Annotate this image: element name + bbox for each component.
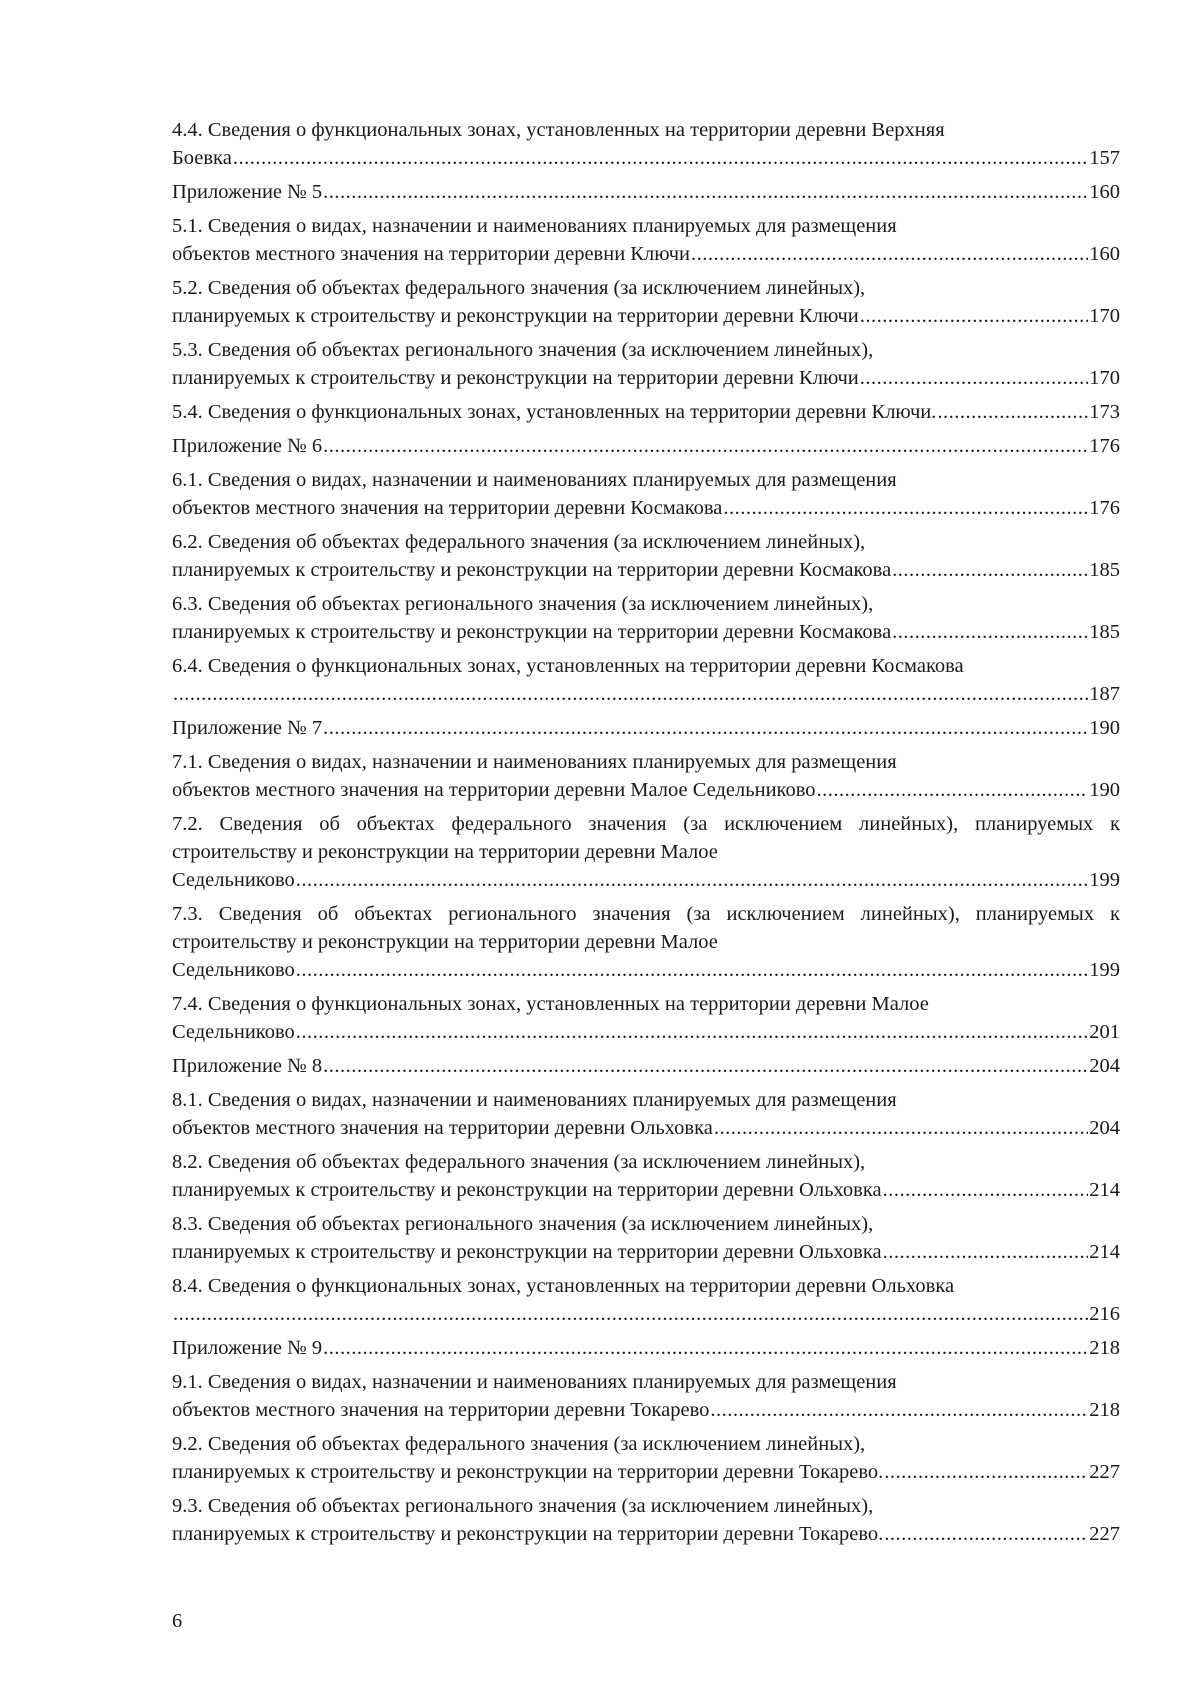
toc-entry-tail [172, 680, 1120, 708]
dot-leader [883, 1176, 1089, 1204]
toc-entry-last-line: планируемых к строительству и реконструкции на территории деревни Ольховка [172, 1241, 882, 1263]
toc-entry[interactable] [172, 1210, 1120, 1266]
toc-entry-text: 9.3. Сведения об объектах регионального значения (за исключением линейных), [172, 1495, 874, 1517]
toc-entry[interactable] [172, 1086, 1120, 1142]
toc-page-number: 176 [1089, 435, 1120, 457]
toc-entry-text: 6.2. Сведения об объектах федерального значения (за исключением линейных), [172, 531, 866, 553]
toc-entry-tail [172, 432, 1120, 460]
toc-page-number: 204 [1089, 1055, 1120, 1077]
toc-entry-text: 8.4. Сведения о функциональных зонах, установленных на территории деревни Ольховка [172, 1275, 955, 1297]
toc-page-number: 157 [1089, 147, 1120, 169]
dot-leader [817, 776, 1089, 804]
toc-entry-last-line: планируемых к строительству и реконструкции на территории деревни Ключи [172, 367, 859, 389]
toc-entry[interactable] [172, 748, 1120, 804]
toc-entry-last-line: планируемых к строительству и реконструкции на территории деревни Космакова [172, 621, 892, 643]
dot-leader [884, 1458, 1088, 1486]
toc-entry[interactable] [172, 398, 1120, 426]
toc-entry-tail [172, 1300, 1120, 1328]
toc-entry-last-line: объектов местного значения на территории деревни Малое Седельниково [172, 779, 816, 801]
dot-leader [323, 1334, 1088, 1362]
toc-entry-last-line: объектов местного значения на территории деревни Ключи [172, 243, 691, 265]
toc-entry[interactable] [172, 432, 1120, 460]
dot-leader [323, 1052, 1088, 1080]
toc-entry[interactable] [172, 652, 1120, 708]
dot-leader [233, 144, 1088, 172]
toc-entry-text: 7.2. Сведения об объектах федерального значения (за исключением линейных), планируемых к строительству и реконструкции на территории деревни Малое [172, 813, 1120, 863]
toc-entry-tail [172, 1114, 1120, 1142]
toc-entry-last-line: Седельниково [172, 1021, 295, 1043]
toc-entry-tail [172, 1238, 1120, 1266]
toc-entry[interactable] [172, 336, 1120, 392]
toc-entry-last-line: объектов местного значения на территории деревни Токарево [172, 1399, 710, 1421]
toc-entry-tail [172, 556, 1120, 584]
toc-entry-tail [172, 1176, 1120, 1204]
toc-entry[interactable] [172, 528, 1120, 584]
toc-page-number: 214 [1089, 1179, 1120, 1201]
toc-page-number: 204 [1089, 1117, 1120, 1139]
toc-entry[interactable] [172, 116, 1120, 172]
toc-page-number: 199 [1089, 959, 1120, 981]
toc-entry-last-line: планируемых к строительству и реконструкции на территории деревни Токарево. [172, 1523, 884, 1545]
dot-leader [323, 178, 1088, 206]
dot-leader [296, 1018, 1088, 1046]
toc-entry-tail [172, 144, 1120, 172]
toc-entry[interactable] [172, 274, 1120, 330]
toc-entry-tail [172, 1520, 1120, 1548]
toc-page-number: 176 [1089, 497, 1120, 519]
dot-leader [173, 1300, 1088, 1328]
toc-page-number: 199 [1089, 869, 1120, 891]
toc-entry-tail [172, 240, 1120, 268]
dot-leader [860, 364, 1088, 392]
toc-page-number: 227 [1089, 1523, 1120, 1545]
toc-entry[interactable] [172, 990, 1120, 1046]
toc-page-number: 170 [1089, 305, 1120, 327]
toc-entry-last-line: Приложение № 9 [172, 1337, 323, 1359]
toc-entry[interactable] [172, 1368, 1120, 1424]
toc-page-number: 185 [1089, 559, 1120, 581]
toc-entry-last-line: объектов местного значения на территории деревни Ольховка [172, 1117, 713, 1139]
toc-entry[interactable] [172, 1052, 1120, 1080]
toc-entry-tail [172, 1458, 1120, 1486]
toc-page-number: 201 [1089, 1021, 1120, 1043]
toc-page-number: 227 [1089, 1461, 1120, 1483]
dot-leader [892, 556, 1088, 584]
toc-entry-tail [172, 1052, 1120, 1080]
toc-entry[interactable] [172, 1492, 1120, 1548]
toc-entry-tail [172, 398, 1120, 426]
toc-entry-tail [172, 1018, 1120, 1046]
toc-entry-tail [172, 1396, 1120, 1424]
dot-leader [710, 1396, 1088, 1424]
toc-entry[interactable] [172, 590, 1120, 646]
toc-entry-text: 6.1. Сведения о видах, назначении и наименованиях планируемых для размещения [172, 469, 897, 491]
toc-entry-last-line: Приложение № 7 [172, 717, 323, 739]
toc-entry[interactable] [172, 810, 1120, 894]
toc-entry-text: 4.4. Сведения о функциональных зонах, установленных на территории деревни Верхняя [172, 119, 945, 141]
dot-leader [937, 398, 1088, 426]
toc-page-number: 160 [1089, 243, 1120, 265]
toc-entry[interactable] [172, 1430, 1120, 1486]
toc-page-number: 170 [1089, 367, 1120, 389]
toc-entry-text: 8.3. Сведения об объектах регионального значения (за исключением линейных), [172, 1213, 874, 1235]
toc-entry-last-line: объектов местного значения на территории деревни Космакова [172, 497, 723, 519]
dot-leader [892, 618, 1088, 646]
toc-entry-text: 7.4. Сведения о функциональных зонах, установленных на территории деревни Малое [172, 993, 929, 1015]
toc-entry-last-line: Приложение № 5 [172, 181, 323, 203]
toc-entry[interactable] [172, 1334, 1120, 1362]
toc-entry-last-line: Седельниково [172, 869, 295, 891]
toc-page-number: 190 [1089, 779, 1120, 801]
toc-entry-tail [172, 714, 1120, 742]
toc-entry-tail [172, 618, 1120, 646]
toc-page-number: 216 [1089, 1303, 1120, 1325]
dot-leader [296, 956, 1088, 984]
dot-leader [296, 866, 1088, 894]
dot-leader [723, 494, 1088, 522]
toc-entry-tail [172, 364, 1120, 392]
toc-entry-text: 8.1. Сведения о видах, назначении и наименованиях планируемых для размещения [172, 1089, 897, 1111]
toc-entry[interactable] [172, 1272, 1120, 1328]
toc-entry-tail [172, 776, 1120, 804]
dot-leader [714, 1114, 1088, 1142]
toc-entry-last-line: планируемых к строительству и реконструкции на территории деревни Ольховка [172, 1179, 882, 1201]
toc-entry-tail [172, 178, 1120, 206]
dot-leader [691, 240, 1088, 268]
toc-entry-last-line: Приложение № 8 [172, 1055, 323, 1077]
dot-leader [860, 302, 1088, 330]
toc-entry-tail [172, 956, 1120, 984]
dot-leader [173, 680, 1088, 708]
toc-page-number: 160 [1089, 181, 1120, 203]
toc-entry[interactable] [172, 900, 1120, 984]
toc-page-number: 218 [1089, 1399, 1120, 1421]
toc-entry-last-line: 5.4. Сведения о функциональных зонах, установленных на территории деревни Ключи. [172, 401, 937, 423]
toc-entry-text: 6.3. Сведения об объектах регионального значения (за исключением линейных), [172, 593, 874, 615]
dot-leader [323, 432, 1088, 460]
dot-leader [323, 714, 1088, 742]
toc-entry-text: 7.1. Сведения о видах, назначении и наименованиях планируемых для размещения [172, 751, 897, 773]
toc-entry-last-line: Седельниково [172, 959, 295, 981]
toc-page-number: 187 [1089, 683, 1120, 705]
toc-entry[interactable] [172, 178, 1120, 206]
toc-page-number: 218 [1089, 1337, 1120, 1359]
toc-entry-text: 5.1. Сведения о видах, назначении и наименованиях планируемых для размещения [172, 215, 897, 237]
dot-leader [883, 1238, 1089, 1266]
toc-entry-last-line: Боевка [172, 147, 232, 169]
toc-page-number: 214 [1089, 1241, 1120, 1263]
toc-entry-text: 6.4. Сведения о функциональных зонах, установленных на территории деревни Космакова [172, 655, 964, 677]
table-of-contents [172, 116, 1120, 1554]
toc-entry-text: 7.3. Сведения об объектах регионального значения (за исключением линейных), планируемых к строительству и реконструкции на территории деревни Малое [172, 903, 1120, 953]
toc-entry[interactable] [172, 212, 1120, 268]
toc-entry-tail [172, 302, 1120, 330]
toc-entry-tail [172, 1334, 1120, 1362]
toc-entry-text: 9.2. Сведения об объектах федерального значения (за исключением линейных), [172, 1433, 866, 1455]
dot-leader [884, 1520, 1088, 1548]
toc-entry-last-line: планируемых к строительству и реконструкции на территории деревни Космакова [172, 559, 892, 581]
toc-page-number: 173 [1089, 401, 1120, 423]
toc-page-number: 185 [1089, 621, 1120, 643]
toc-entry-text: 9.1. Сведения о видах, назначении и наименованиях планируемых для размещения [172, 1371, 897, 1393]
toc-entry-last-line: Приложение № 6 [172, 435, 323, 457]
toc-page-number: 190 [1089, 717, 1120, 739]
toc-entry-last-line: планируемых к строительству и реконструкции на территории деревни Токарево. [172, 1461, 884, 1483]
toc-entry-tail [172, 866, 1120, 894]
toc-entry-tail [172, 494, 1120, 522]
toc-entry-text: 5.2. Сведения об объектах федерального значения (за исключением линейных), [172, 277, 866, 299]
toc-entry-text: 5.3. Сведения об объектах регионального значения (за исключением линейных), [172, 339, 874, 361]
toc-entry[interactable] [172, 714, 1120, 742]
toc-entry[interactable] [172, 466, 1120, 522]
toc-entry-last-line: планируемых к строительству и реконструкции на территории деревни Ключи [172, 305, 859, 327]
toc-entry-text: 8.2. Сведения об объектах федерального значения (за исключением линейных), [172, 1151, 866, 1173]
toc-entry[interactable] [172, 1148, 1120, 1204]
page-number: 6 [172, 1610, 183, 1632]
